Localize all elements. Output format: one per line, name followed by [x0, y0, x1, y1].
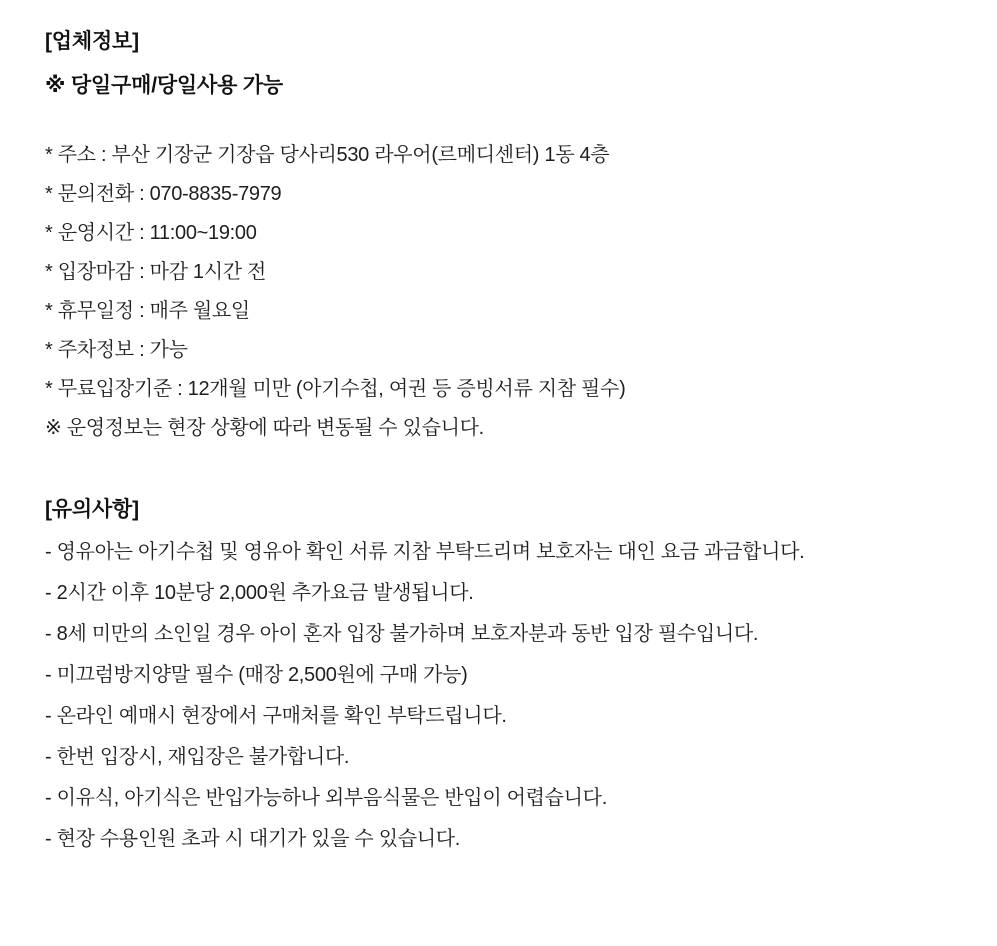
business-info-address: * 주소 : 부산 기장군 기장읍 당사리530 라우어(르메디센터) 1동 4층 [45, 143, 610, 166]
business-info-closed-days: * 휴무일정 : 매주 월요일 [45, 299, 250, 322]
caution-item-infant-documents: - 영유아는 아기수첩 및 영유아 확인 서류 지참 부탁드리며 보호자는 대인 요금 과금합니다. [45, 541, 805, 564]
business-info-parking: * 주차정보 : 가능 [45, 338, 188, 361]
caution-item-no-reentry: - 한번 입장시, 재입장은 불가합니다. [45, 746, 350, 769]
spacer-after-notice [45, 101, 957, 145]
caution-item-extra-fee: - 2시간 이후 10분당 2,000원 추가요금 발생됩니다. [45, 582, 474, 605]
spacer-before-cautions [45, 438, 957, 496]
caution-item-capacity-wait: - 현장 수용인원 초과 시 대기가 있을 수 있습니다. [45, 828, 461, 851]
business-info-hours: * 운영시간 : 11:00~19:00 [45, 221, 257, 244]
caution-item-grip-socks: - 미끄럼방지양말 필수 (매장 2,500원에 구매 가능) [45, 664, 468, 687]
caution-item-online-booking: - 온라인 예매시 현장에서 구매처를 확인 부탁드립니다. [45, 705, 507, 728]
business-info-change-notice: ※ 운영정보는 현장 상황에 따라 변동될 수 있습니다. [45, 416, 484, 439]
same-day-purchase-notice: ※ 당일구매/당일사용 가능 [45, 74, 283, 98]
business-info-last-entry: * 입장마감 : 마감 1시간 전 [45, 260, 267, 283]
cautions-list [45, 542, 957, 849]
business-info-heading: [업체정보] [45, 30, 139, 53]
caution-item-guardian-required: - 8세 미만의 소인일 경우 아이 혼자 입장 불가하며 보호자분과 동반 입장 필수입니다. [45, 623, 759, 646]
business-info-phone: * 문의전화 : 070-8835-7979 [45, 182, 282, 205]
business-info-list [45, 145, 957, 438]
business-info-free-entry: * 무료입장기준 : 12개월 미만 (아기수첩, 여권 등 증빙서류 지참 필수) [45, 377, 626, 400]
caution-item-outside-food: - 이유식, 아기식은 반입가능하나 외부음식물은 반입이 어렵습니다. [45, 787, 607, 810]
cautions-heading: [유의사항] [45, 497, 139, 521]
